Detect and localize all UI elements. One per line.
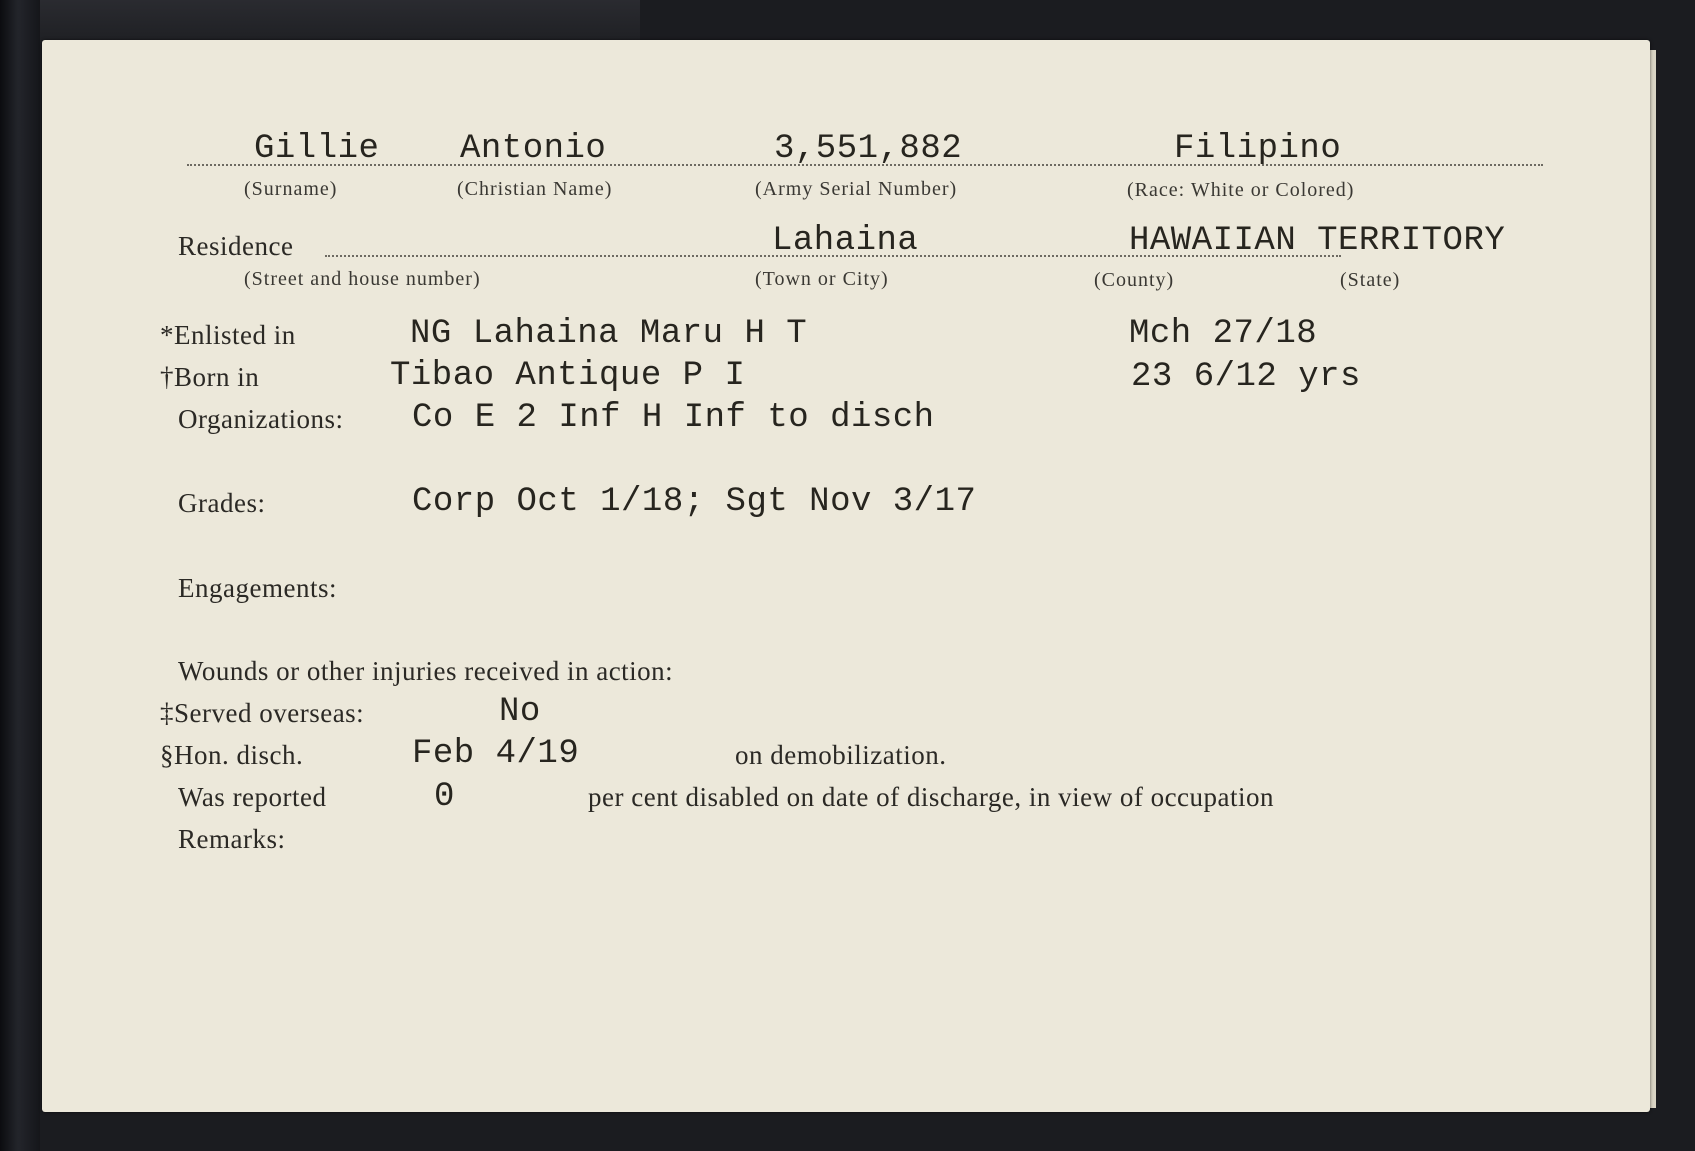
served-overseas-value: No [499,693,541,731]
residence-label: Residence [178,231,294,261]
organizations-value: Co E 2 Inf H Inf to disch [412,399,935,437]
surname-caption: (Surname) [244,178,338,200]
hon-disch-label: §Hon. disch. [160,740,304,770]
reported-suffix: per cent disabled on date of discharge, in view of occupation [588,782,1275,812]
wounds-label: Wounds or other injuries received in action: [178,656,674,686]
surname-value: Gillie [254,130,380,168]
remarks-label: Remarks: [178,824,286,854]
engagements-label: Engagements: [178,573,337,603]
grades-label: Grades: [178,488,266,518]
state-caption: (State) [1340,269,1401,291]
enlisted-date: Mch 27/18 [1129,315,1318,353]
christian-name-value: Antonio [460,130,607,168]
reported-label: Was reported [178,782,327,812]
organizations-label: Organizations: [178,404,344,434]
album-backdrop [40,0,640,42]
serial-number-caption: (Army Serial Number) [755,178,958,200]
street-caption: (Street and house number) [244,268,481,290]
reported-value: 0 [434,778,455,816]
town-caption: (Town or City) [755,268,889,290]
served-overseas-label: ‡Served overseas: [160,698,365,728]
hon-disch-value: Feb 4/19 [412,735,580,773]
hon-disch-suffix: on demobilization. [735,740,947,770]
race-caption: (Race: White or Colored) [1127,179,1355,201]
county-caption: (County) [1094,269,1175,291]
town-value: Lahaina [772,222,919,260]
race-value: Filipino [1174,130,1342,168]
born-label: †Born in [160,362,260,392]
age-value: 23 6/12 yrs [1131,358,1361,396]
service-record-card [42,40,1650,1112]
grades-value: Corp Oct 1/18; Sgt Nov 3/17 [412,483,977,521]
state-value: HAWAIIAN TERRITORY [1129,222,1506,260]
christian-name-caption: (Christian Name) [457,178,613,200]
serial-number-value: 3,551,882 [774,130,963,168]
enlisted-label: *Enlisted in [160,320,296,350]
album-spine [0,0,40,1151]
enlisted-value: NG Lahaina Maru H T [410,315,808,353]
born-value: Tibao Antique P I [390,357,746,395]
